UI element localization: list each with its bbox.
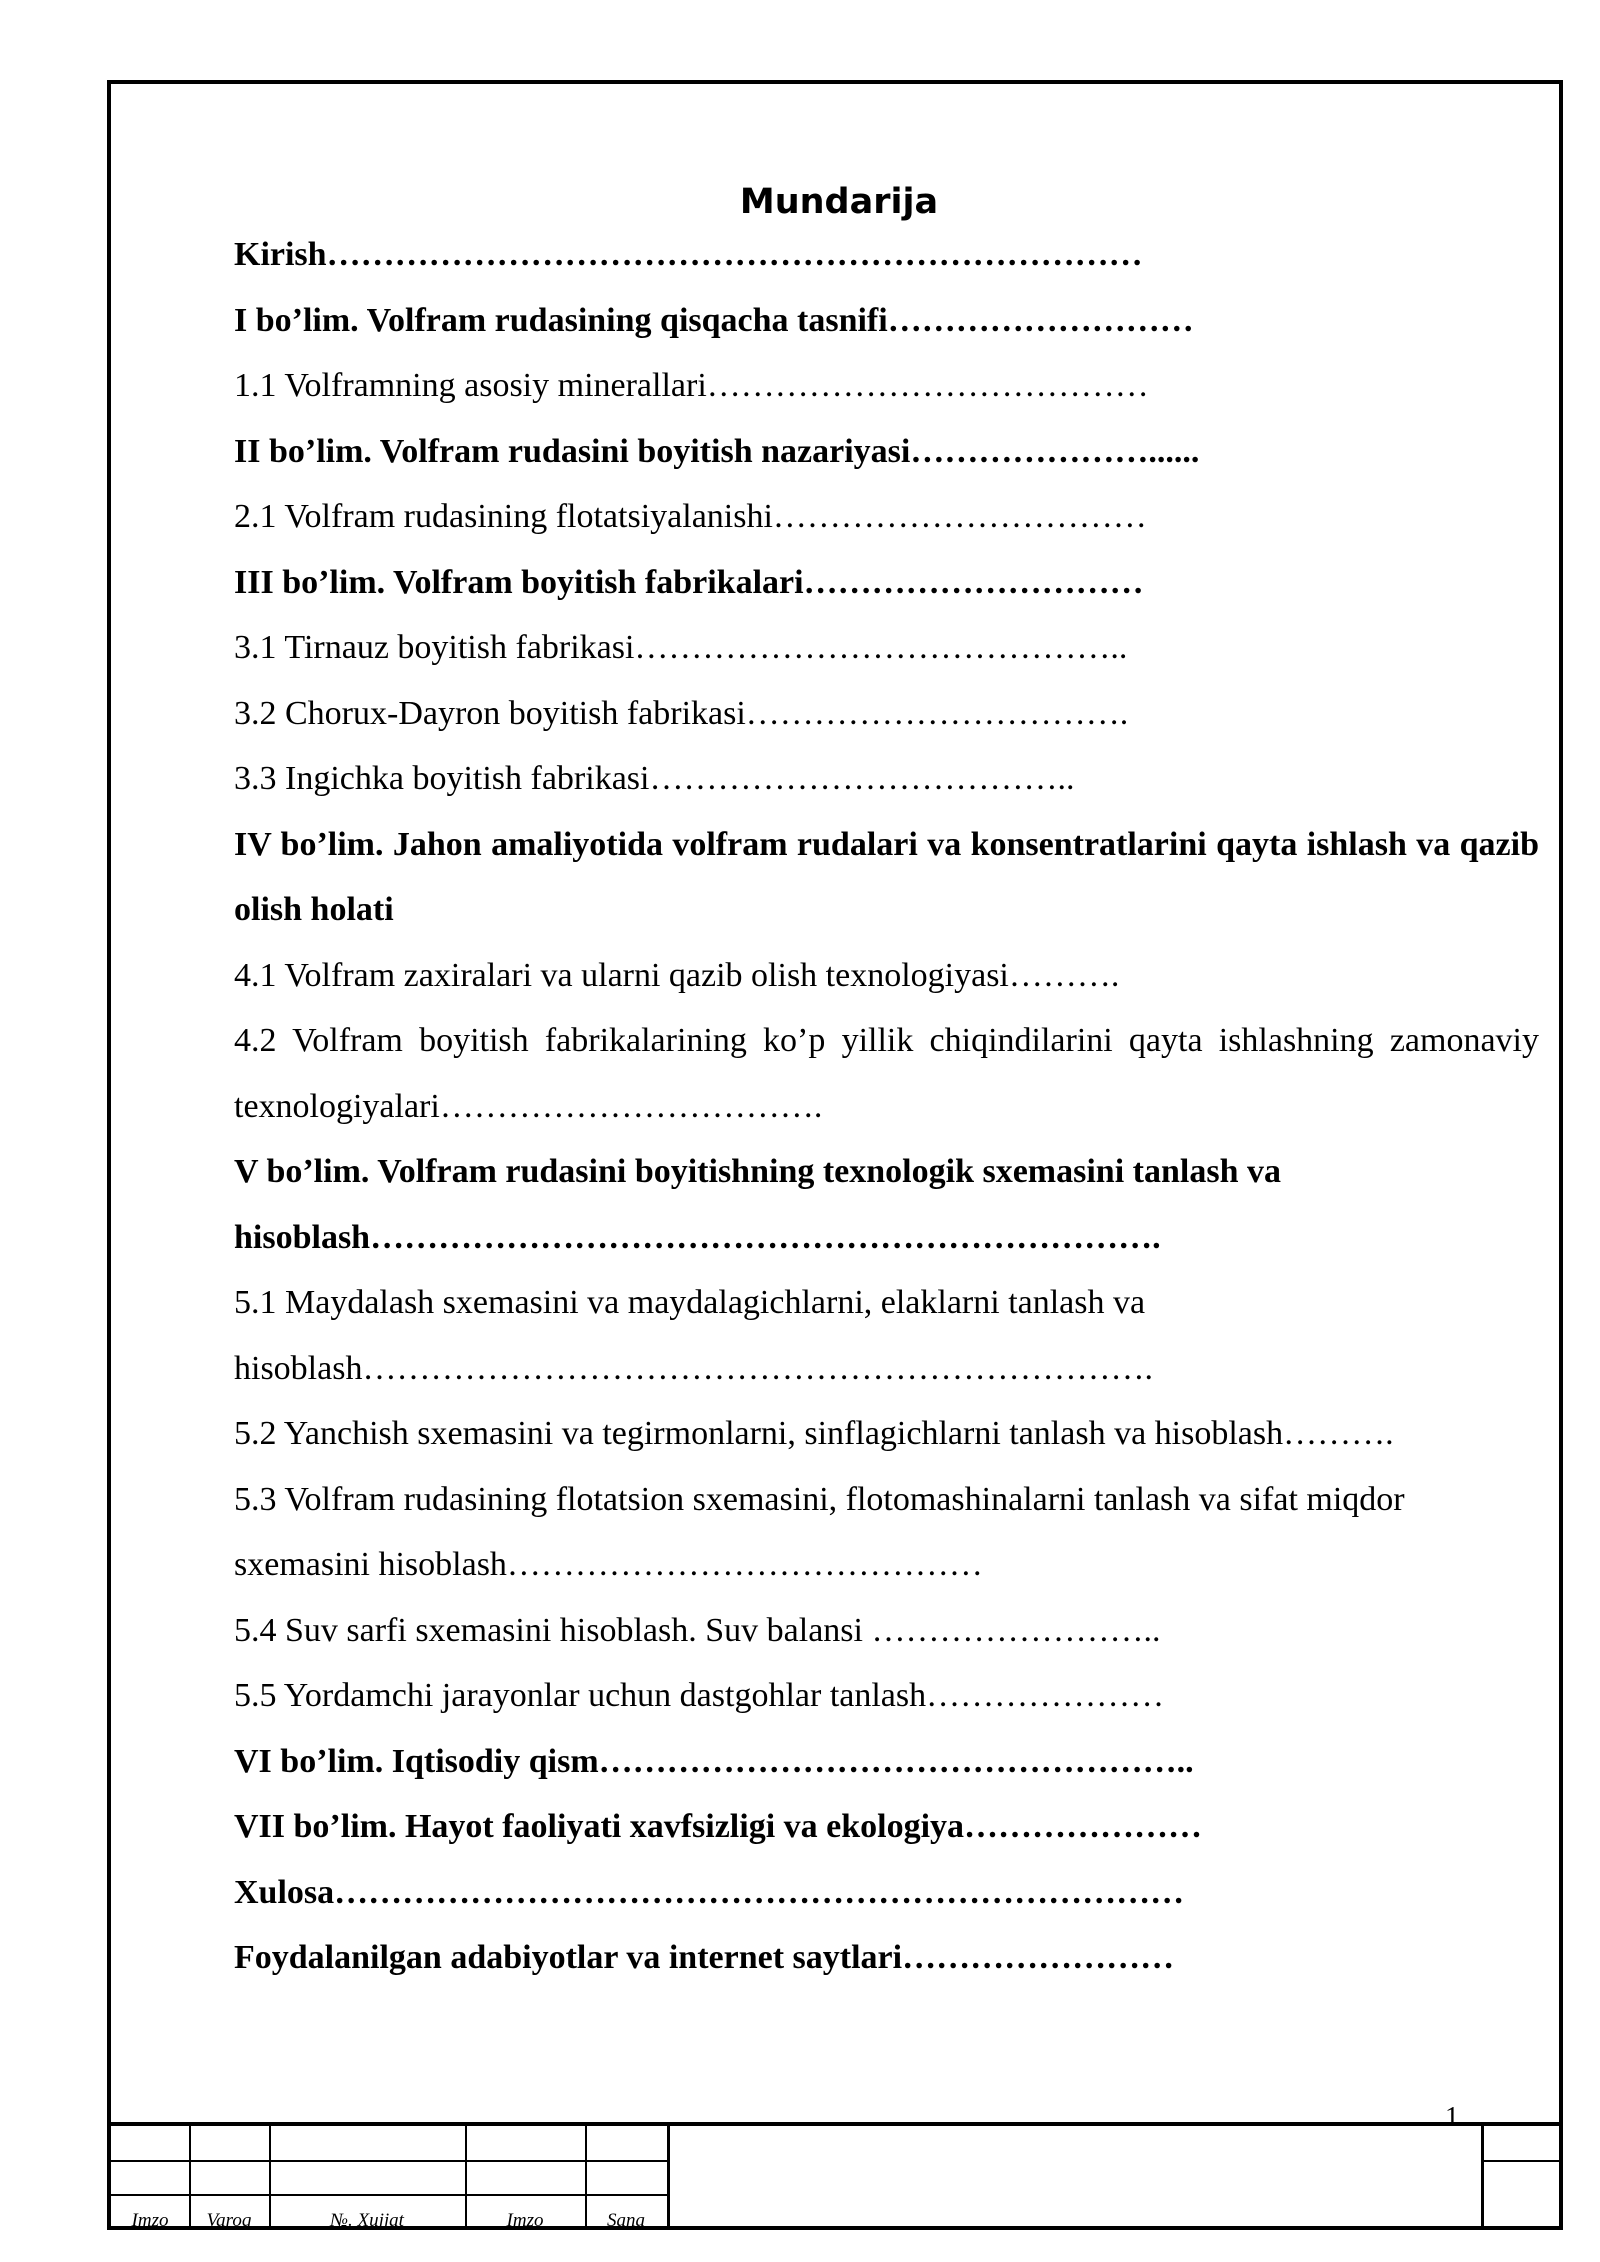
- title-block-stamp: [111, 2122, 1559, 2230]
- stamp-col-line: [189, 2126, 191, 2230]
- toc-section-heading: II bo’lim. Volfram rudasini boyitish nazariyasi…………………......: [234, 432, 1200, 470]
- stamp-label-imzo: Imzo: [131, 2210, 169, 2231]
- toc-subsection: 5.1 Maydalash sxemasini va maydalagichlarni, elaklarni tanlash va hisoblash…………………………………………………………….: [234, 1284, 1153, 1387]
- toc-section-heading: III bo’lim. Volfram boyitish fabrikalari…………………………: [234, 563, 1144, 601]
- toc-section-heading: V bo’lim. Volfram rudasini boyitishning texnologik sxemasini tanlash va hisoblash…………………………………………………………….: [234, 1153, 1281, 1256]
- toc-subsection: 5.4 Suv sarfi sxemasini hisoblash. Suv balansi ……………………..: [234, 1611, 1161, 1649]
- stamp-col-line: [1481, 2126, 1484, 2230]
- toc-section-heading: I bo’lim. Volfram rudasining qisqacha tasnifi………………………: [234, 301, 1194, 339]
- toc-section-heading: Foydalanilgan adabiyotlar va internet saytlari……………………: [234, 1939, 1175, 1976]
- toc-subsection: 1.1 Volframning asosiy minerallari…………………………………: [234, 367, 1149, 404]
- toc-section-heading: Xulosa…………………………………………………………………: [234, 1873, 1185, 1911]
- page-frame: [107, 80, 1563, 2230]
- stamp-label-hujjat: №. Xujjat: [330, 2210, 404, 2231]
- toc-subsection: 5.2 Yanchish sxemasini va tegirmonlarni, sinflagichlarni tanlash va hisoblash……….: [234, 1415, 1394, 1452]
- stamp-col-line: [269, 2126, 271, 2230]
- stamp-label-varoq: Varoq: [206, 2210, 252, 2231]
- page-title: Mundarija: [739, 182, 939, 222]
- stamp-col-line: [465, 2126, 467, 2230]
- toc-section-heading: VII bo’lim. Hayot faoliyati xavfsizligi va ekologiya…………………: [234, 1808, 1203, 1845]
- page-number: 1: [1445, 2102, 1459, 2133]
- toc-subsection: 3.3 Ingichka boyitish fabrikasi………………………………..: [234, 760, 1075, 797]
- toc-subsection: 5.3 Volfram rudasining flotatsion sxemasini, flotomashinalarni tanlash va sifat miqdor sxemasini hisoblash……………………………………: [234, 1480, 1405, 1583]
- toc-subsection: 3.1 Tirnauz boyitish fabrikasi……………………………………..: [234, 629, 1128, 666]
- stamp-label-imzo-2: Imzo: [506, 2210, 544, 2231]
- toc-section-heading: Kirish………………………………………………………………: [234, 236, 1143, 273]
- stamp-col-line: [585, 2126, 587, 2230]
- stamp-row-line: [1481, 2160, 1559, 2162]
- toc-section-heading: VI bo’lim. Iqtisodiy qism……………………………………………..: [234, 1742, 1194, 1780]
- toc-subsection: 5.5 Yordamchi jarayonlar uchun dastgohlar tanlash…………………: [234, 1677, 1165, 1714]
- toc-subsection: 3.2 Chorux-Dayron boyitish fabrikasi…………………………….: [234, 694, 1129, 732]
- stamp-label-sana: Sana: [607, 2210, 645, 2231]
- toc-subsection: 2.1 Volfram rudasining flotatsiyalanishi……………………………: [234, 498, 1147, 535]
- toc-subsection: 4.1 Volfram zaxiralari va ularni qazib olish texnologiyasi……….: [234, 956, 1120, 994]
- toc-section-heading: IV bo’lim. Jahon amaliyotida volfram rudalari va konsentratlarini qayta ishlash va qazib olish holati: [234, 825, 1539, 928]
- table-of-contents: [234, 222, 1539, 1991]
- toc-subsection: 4.2 Volfram boyitish fabrikalarining ko’p yillik chiqindilarini qayta ishlashning zamonaviy texnologiyalari…………………………….: [234, 1022, 1539, 1125]
- stamp-col-line: [667, 2126, 670, 2230]
